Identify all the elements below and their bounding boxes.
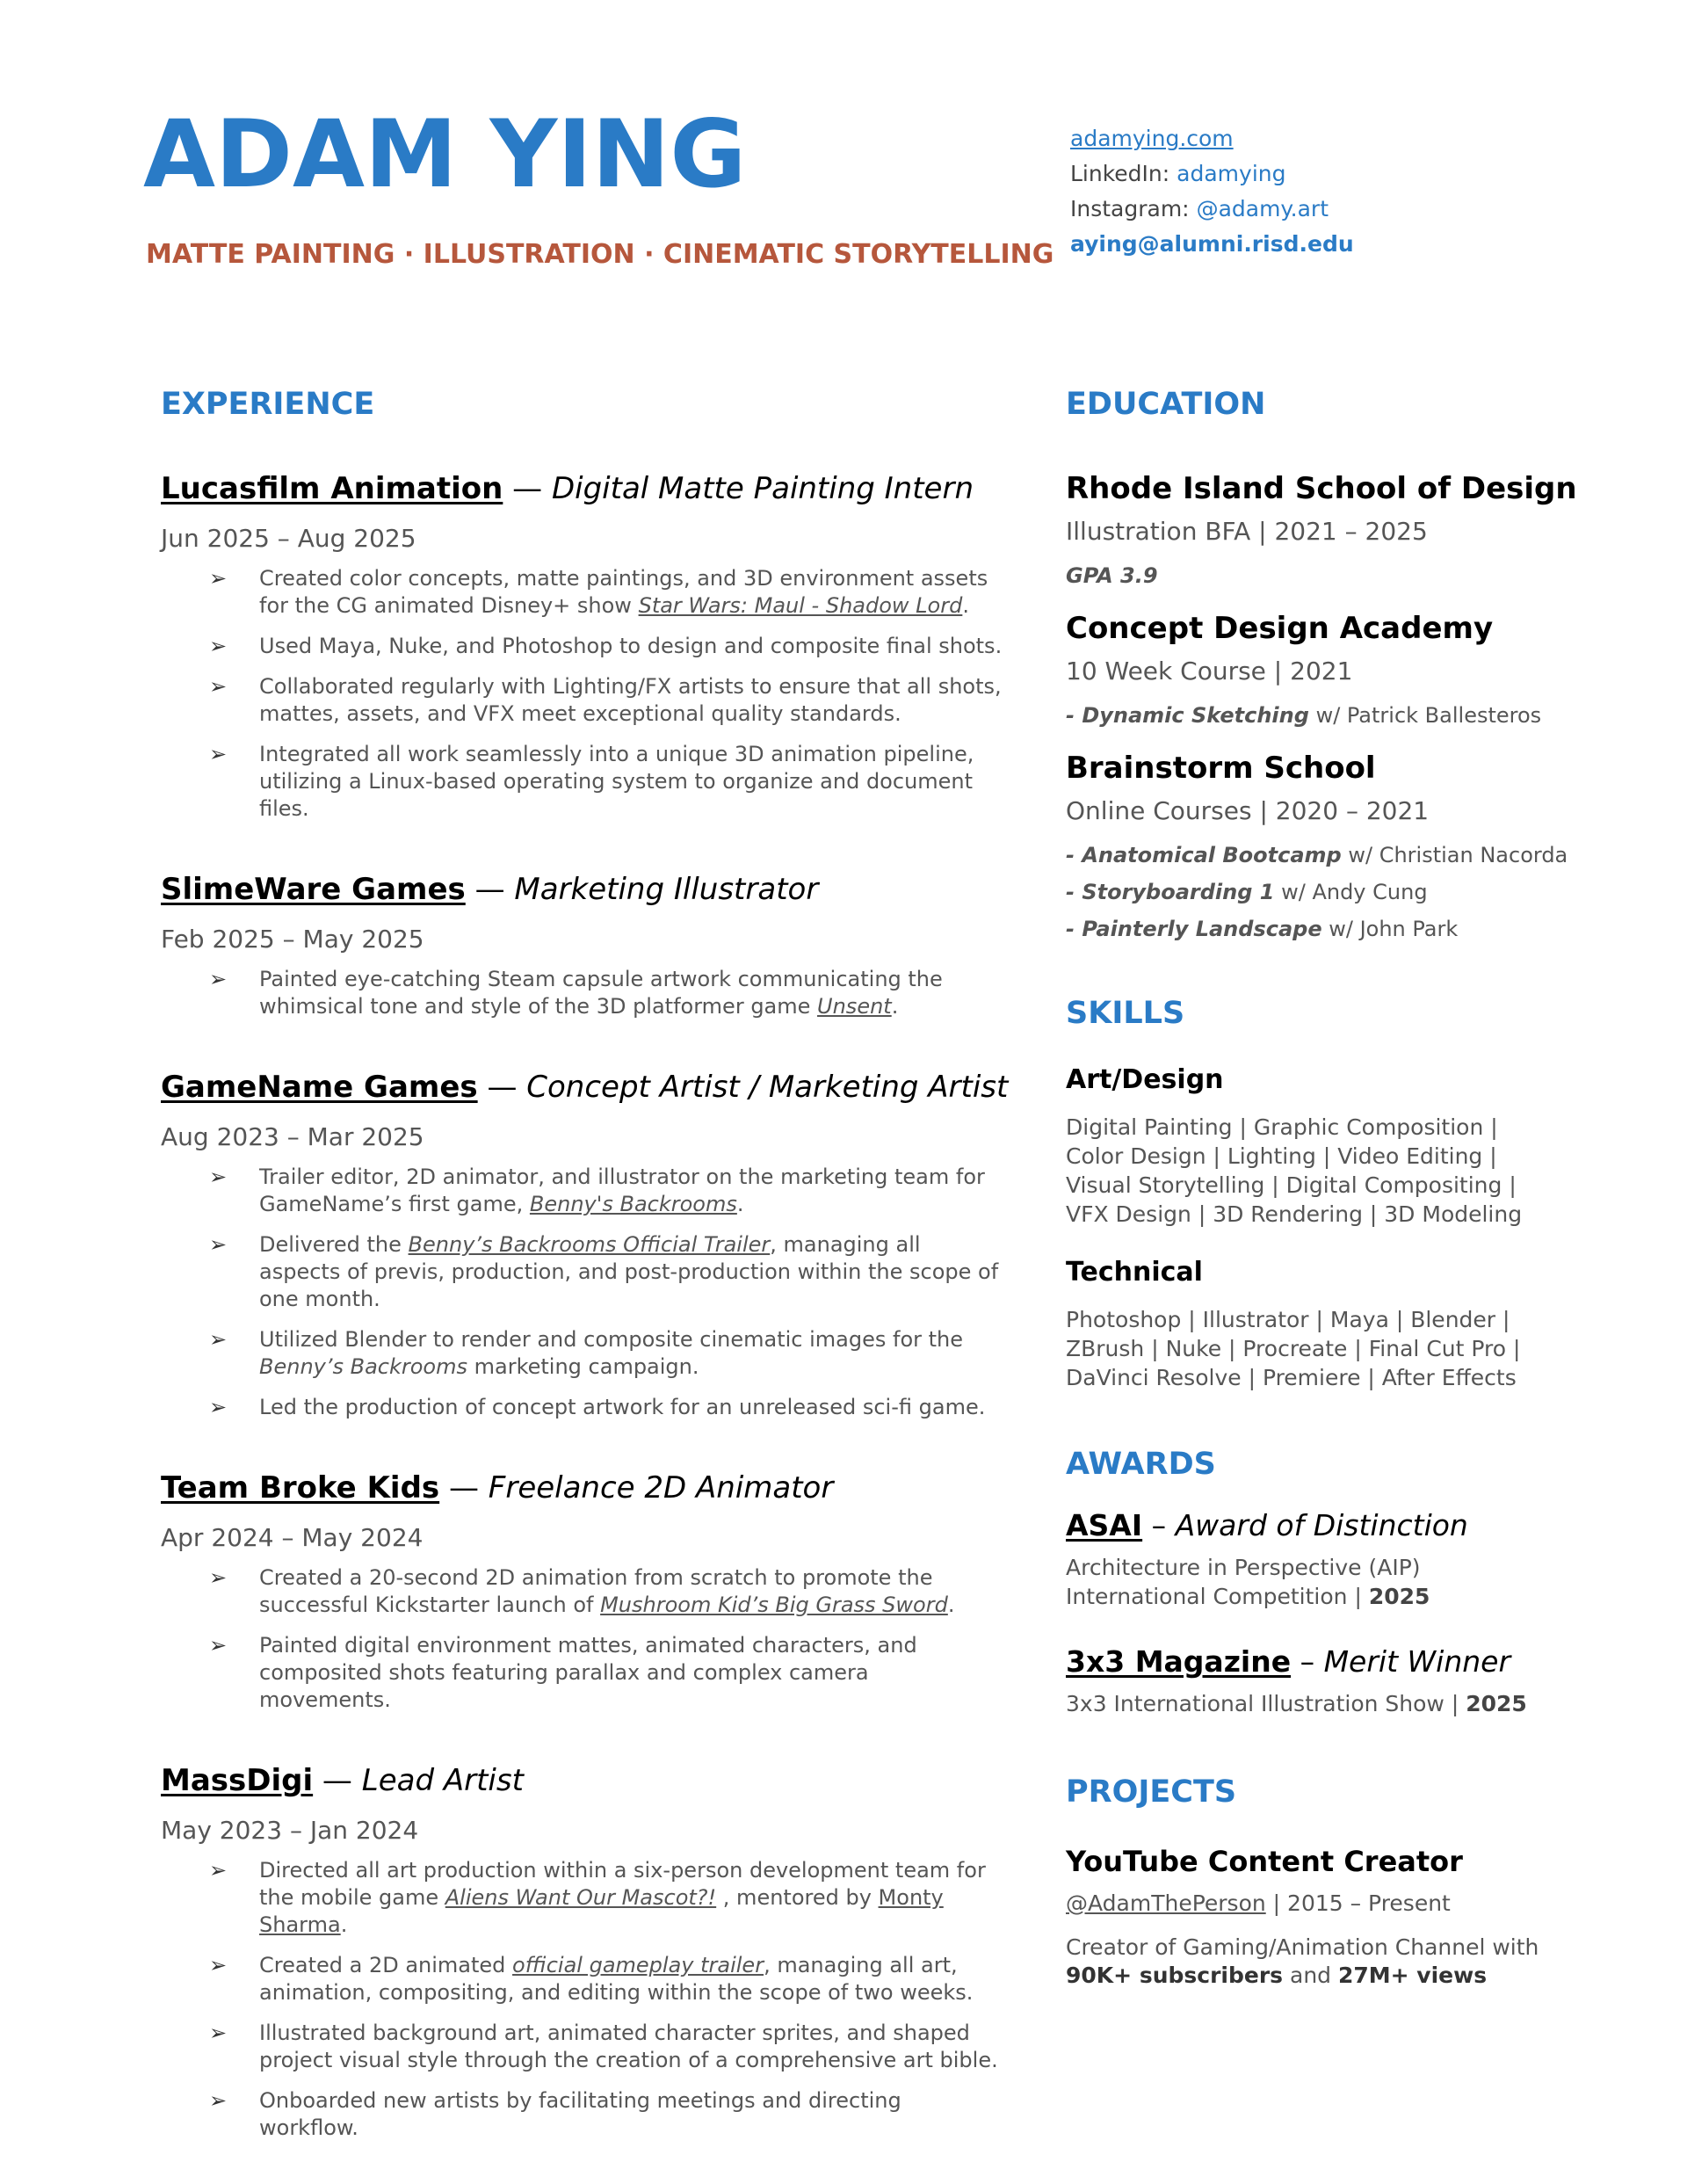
course-name: - Dynamic Sketching [1066,703,1309,728]
skill-line: Color Design | Lighting | Video Editing | [1066,1143,1497,1169]
bullet-text: , mentored by [716,1885,879,1910]
bullet-text: Led the production of concept artwork for an unreleased sci-fi game. [259,1395,986,1419]
award-org[interactable]: 3x3 Magazine [1066,1644,1292,1679]
bullet-link[interactable]: official gameplay trailer [512,1953,764,1977]
award-title: Award of Distinction [1175,1508,1468,1542]
projects-heading: PROJECTS [1066,1774,1237,1810]
bullet-text: , managing all aspects of previs, production, and post-production within the scope of one month. [259,1232,999,1311]
skill-line: VFX Design | 3D Rendering | 3D Modeling [1066,1201,1523,1227]
resume-tagline: MATTE PAINTING · ILLUSTRATION · CINEMATIC STORYTELLING [146,239,1054,270]
job-entry [161,1763,1004,2142]
project-period: | 2015 – Present [1265,1890,1451,1916]
bullet-text: . [340,1912,348,1937]
job-dates: Aug 2023 – Mar 2025 [161,1122,424,1151]
bullet-text: Created a 20-second 2D animation from scratch to promote the successful Kickstarter launch of [259,1565,933,1617]
school-note [1066,563,1628,588]
bullet-text: . [891,994,899,1019]
education-heading: EDUCATION [1066,387,1266,422]
school-note [1066,917,1628,941]
bullet-item [161,1952,1004,2006]
course-name: - Painterly Landscape [1066,917,1322,941]
bullet-text: Trailer editor, 2D animator, and illustrator on the marketing team for GameName’s first game, [259,1165,985,1216]
title-separator: — [503,471,552,506]
instagram-label: Instagram: [1070,196,1197,221]
arrow-bullet-icon: ➢ [209,566,228,591]
course-instructor: w/ John Park [1321,917,1459,941]
resume-name: ADAM YING [143,100,747,208]
bullet-item [161,1564,1004,1619]
job-entry [161,471,1004,823]
bullet-italic: Benny’s Backrooms [259,1354,467,1379]
contact-block [1070,121,1354,262]
bullet-text: marketing campaign. [467,1354,699,1379]
subscriber-count: 90K+ subscribers [1066,1963,1284,1988]
arrow-bullet-icon: ➢ [209,674,228,699]
bullet-text: Created color concepts, matte paintings, and 3D environment assets for the CG animated Disney+ show [259,566,988,618]
bullet-text: Painted digital environment mattes, animated characters, and composited shots featuring parallax and complex camera movements. [259,1633,917,1712]
job-title [161,1763,1004,1798]
bullet-text: Directed all art production within a six-person development team for the mobile game [259,1858,986,1910]
school-name: Concept Design Academy [1066,611,1494,646]
bullet-text: Created a 2D animated [259,1953,513,1977]
awards-heading: AWARDS [1066,1447,1216,1482]
technical-heading: Technical [1066,1257,1203,1288]
award-item [1066,1508,1628,1611]
bullet-list [161,1857,1004,2142]
skills-heading: SKILLS [1066,996,1185,1031]
school-note [1066,703,1628,728]
sidebar-column [1066,387,1628,1990]
bullet-item [161,966,1004,1020]
job-role: Lead Artist [361,1763,524,1798]
school-program: 10 Week Course | 2021 [1066,657,1353,686]
bullet-text: . [736,1192,744,1216]
bullet-text: . [962,593,969,618]
skill-line: DaVinci Resolve | Premiere | After Effects [1066,1365,1517,1390]
course-instructor: w/ Christian Nacorda [1341,843,1568,867]
skill-line: ZBrush | Nuke | Procreate | Final Cut Pro | [1066,1336,1521,1361]
school-program: Illustration BFA | 2021 – 2025 [1066,517,1428,546]
arrow-bullet-icon: ➢ [209,1395,228,1419]
job-list [161,471,1009,2142]
award-line: International Competition | [1066,1584,1369,1609]
course-name: - Anatomical Bootcamp [1066,843,1342,867]
job-entry [161,1470,1004,1714]
bullet-list [161,565,1004,823]
arrow-bullet-icon: ➢ [209,1165,228,1189]
course-name: - Storyboarding 1 [1066,880,1275,904]
bullet-item [161,1326,1004,1381]
job-entry [161,872,1004,1020]
job-dates: Feb 2025 – May 2025 [161,925,424,954]
course-instructor: w/ Patrick Ballesteros [1308,703,1542,728]
award-line: Architecture in Perspective (AIP) [1066,1555,1421,1580]
bullet-item [161,1164,1004,1218]
art-design-heading: Art/Design [1066,1064,1224,1095]
job-dates: May 2023 – Jan 2024 [161,1816,419,1845]
bullet-item [161,2020,1004,2074]
bullet-link[interactable]: Mushroom Kid’s Big Grass Sword [600,1593,948,1617]
award-sep: – [1142,1508,1176,1542]
job-title [161,1470,1004,1506]
school-name: Brainstorm School [1066,751,1376,786]
title-separator: — [313,1763,362,1798]
bullet-text: , managing all art, animation, compositing, and editing within the scope of two weeks. [259,1953,974,2005]
job-title [161,1070,1009,1105]
project-desc-and: and [1283,1963,1338,1988]
linkedin-label: LinkedIn: [1070,161,1177,186]
experience-heading: EXPERIENCE [161,387,375,422]
bullet-link[interactable]: Monty Sharma [259,1885,944,1937]
job-dates: Apr 2024 – May 2024 [161,1523,424,1552]
bullet-link[interactable]: Star Wars: Maul - Shadow Lord [638,593,963,618]
bullet-list [161,1564,1004,1714]
project-description [1066,1934,1628,1990]
bullet-text: Used Maya, Nuke, and Photoshop to design and composite final shots. [259,634,1003,658]
bullet-link[interactable]: Unsent [817,994,892,1019]
title-separator: — [477,1070,527,1105]
bullet-link[interactable]: Aliens Want Our Mascot?! [445,1885,717,1910]
arrow-bullet-icon: ➢ [209,1858,228,1883]
bullet-text: Onboarded new artists by facilitating meetings and directing workflow. [259,2088,901,2140]
bullet-link[interactable]: Benny's Backrooms [529,1192,737,1216]
skill-line: Digital Painting | Graphic Composition | [1066,1114,1498,1140]
school-program: Online Courses | 2020 – 2021 [1066,796,1430,825]
bullet-item [161,1231,1004,1313]
job-role: Freelance 2D Animator [488,1470,834,1506]
experience-column [161,387,1009,2155]
company-name[interactable]: SlimeWare Games [161,872,466,907]
bullet-item [161,633,1004,660]
job-title [161,471,1004,506]
skill-line: Visual Storytelling | Digital Compositing | [1066,1172,1517,1198]
instagram-link[interactable]: @adamy.art [1196,196,1329,221]
bullet-text: Utilized Blender to render and composite cinematic images for the [259,1327,964,1352]
skill-line: Photoshop | Illustrator | Maya | Blender | [1066,1307,1510,1332]
company-name[interactable]: Team Broke Kids [161,1470,440,1506]
bullet-text: Integrated all work seamlessly into a unique 3D animation pipeline, utilizing a Linux-based operating system to organize and document files. [259,742,974,821]
bullet-item [161,1632,1004,1714]
art-design-skills [1066,1113,1628,1229]
company-name[interactable]: GameName Games [161,1070,478,1105]
award-title: Merit Winner [1323,1644,1511,1679]
course-instructor: w/ Andy Cung [1274,880,1428,904]
bullet-text: . [947,1593,955,1617]
job-role: Digital Matte Painting Intern [551,471,974,506]
bullet-text: Collaborated regularly with Lighting/FX artists to ensure that all shots, mattes, assets, and VFX meet exceptional quality standards. [259,674,1002,726]
bullet-item [161,1394,1004,1421]
arrow-bullet-icon: ➢ [209,1565,228,1590]
arrow-bullet-icon: ➢ [209,967,228,991]
bullet-text: Illustrated background art, animated character sprites, and shaped project visual style through the creation of a comprehensive art bible. [259,2021,998,2072]
award-year: 2025 [1368,1584,1430,1609]
title-separator: — [439,1470,489,1506]
award-year: 2025 [1466,1691,1527,1716]
school-note [1066,843,1628,867]
award-line: 3x3 International Illustration Show | [1066,1691,1466,1716]
bullet-link[interactable]: Benny’s Backrooms Official Trailer [408,1232,771,1257]
project-title: YouTube Content Creator [1066,1845,1463,1878]
award-item [1066,1644,1628,1718]
bullet-item [161,741,1004,823]
bullet-list [161,1164,1004,1421]
bullet-item [161,2087,1004,2142]
arrow-bullet-icon: ➢ [209,2021,228,2045]
arrow-bullet-icon: ➢ [209,2088,228,2113]
view-count: 27M+ views [1337,1963,1488,1988]
arrow-bullet-icon: ➢ [209,1327,228,1352]
title-separator: — [465,872,515,907]
arrow-bullet-icon: ➢ [209,1953,228,1977]
job-entry [161,1070,1009,1421]
arrow-bullet-icon: ➢ [209,1633,228,1658]
bullet-item [161,565,1004,620]
award-org[interactable]: ASAI [1066,1508,1143,1542]
school-note [1066,880,1628,904]
school-list [1066,471,1628,941]
project-desc-line: Creator of Gaming/Animation Channel with [1066,1934,1539,1960]
school-name: Rhode Island School of Design [1066,471,1577,506]
arrow-bullet-icon: ➢ [209,634,228,658]
website-link[interactable]: adamying.com [1070,126,1234,151]
job-title [161,872,1004,907]
award-sep: – [1291,1644,1324,1679]
course-name: GPA 3.9 [1066,563,1158,588]
job-role: Concept Artist / Marketing Artist [526,1070,1009,1105]
linkedin-link[interactable]: adamying [1177,161,1286,186]
bullet-item [161,673,1004,728]
company-name[interactable]: MassDigi [161,1763,314,1798]
job-dates: Jun 2025 – Aug 2025 [161,524,416,553]
bullet-text: Painted eye-catching Steam capsule artwork communicating the whimsical tone and style of the 3D platformer game [259,967,943,1019]
company-name[interactable]: Lucasfilm Animation [161,471,503,506]
arrow-bullet-icon: ➢ [209,1232,228,1257]
bullet-text: Delivered the [259,1232,409,1257]
youtube-handle-link[interactable]: @AdamThePerson [1066,1890,1266,1916]
arrow-bullet-icon: ➢ [209,742,228,766]
technical-skills [1066,1305,1628,1392]
job-role: Marketing Illustrator [514,872,819,907]
bullet-list [161,966,1004,1020]
email-link[interactable]: aying@alumni.risd.edu [1070,231,1354,257]
bullet-item [161,1857,1004,1939]
